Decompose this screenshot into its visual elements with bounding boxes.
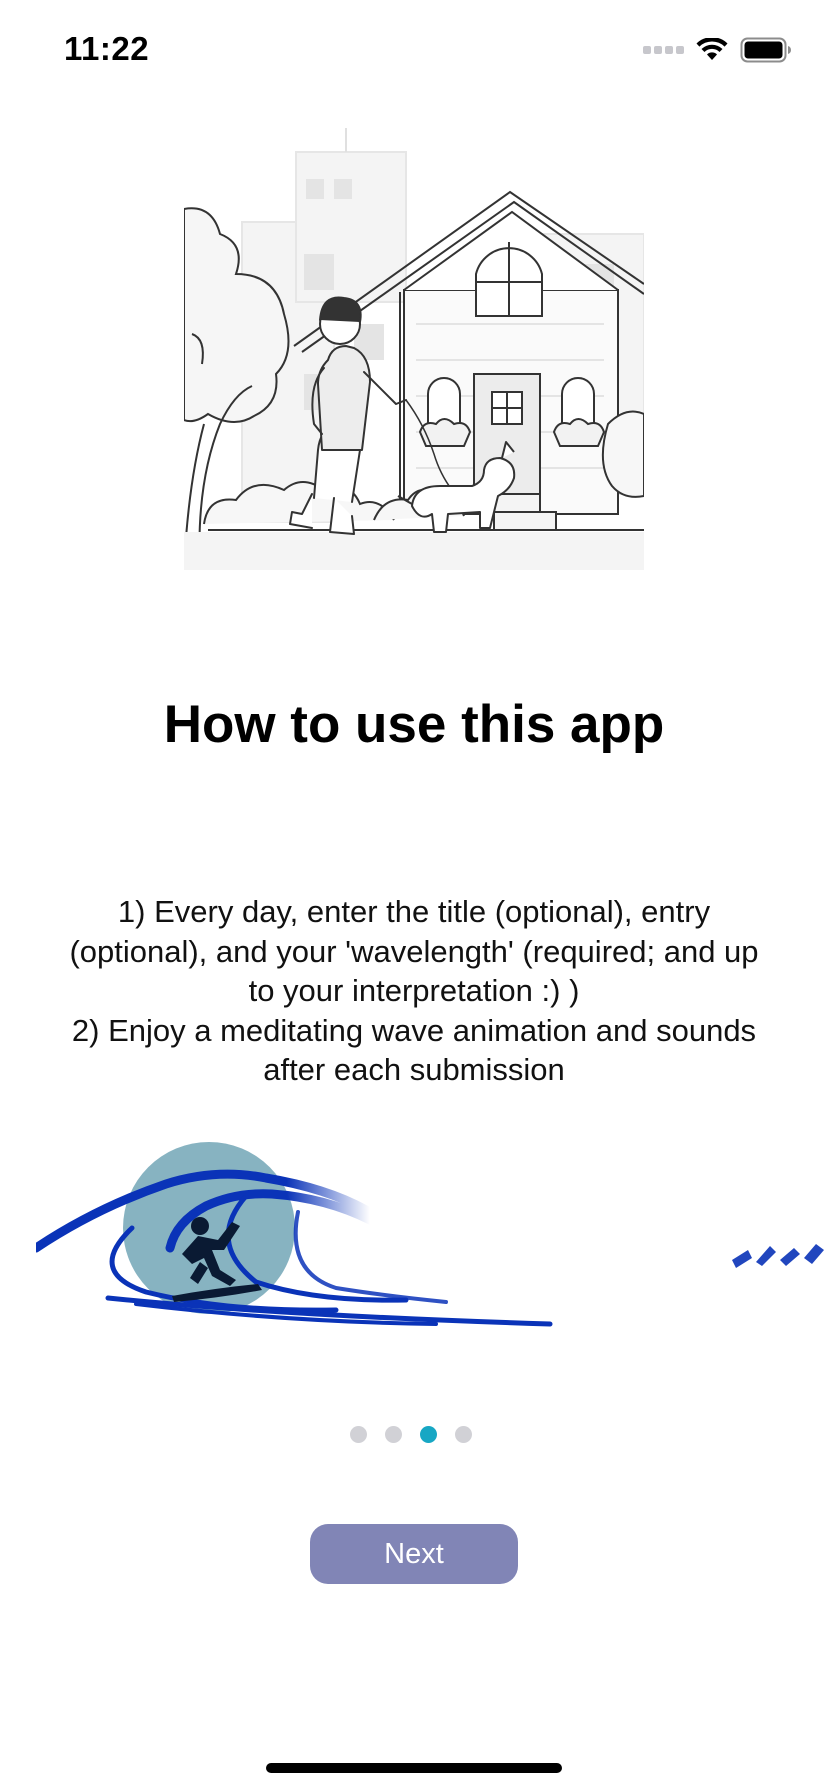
surfer-wave-logo (36, 1132, 828, 1332)
instructions-text (64, 892, 764, 1090)
home-indicator[interactable] (266, 1763, 562, 1773)
status-bar (0, 0, 828, 100)
page-indicator[interactable] (350, 1426, 472, 1444)
page-dot-2[interactable] (385, 1426, 402, 1443)
page-dot-3-active[interactable] (420, 1426, 437, 1443)
page-title: How to use this app (163, 695, 665, 754)
page-dot-1[interactable] (350, 1426, 367, 1443)
status-icons (643, 34, 792, 66)
next-button[interactable]: Next (310, 1524, 518, 1584)
status-time: 11:22 (64, 30, 150, 67)
instruction-step-2: 2) Enjoy a meditating wave animation and sounds after each submission (71, 1012, 757, 1087)
cellular-signal-icon (643, 46, 684, 54)
page-dot-4[interactable] (455, 1426, 472, 1443)
battery-icon (740, 37, 792, 63)
house-walking-dog-illustration (184, 124, 644, 570)
wifi-icon (696, 38, 728, 62)
instruction-step-1: 1) Every day, enter the title (optional), entry (optional), and your 'wavelength' (required; and up to your interpretation :) ) (69, 894, 759, 1008)
